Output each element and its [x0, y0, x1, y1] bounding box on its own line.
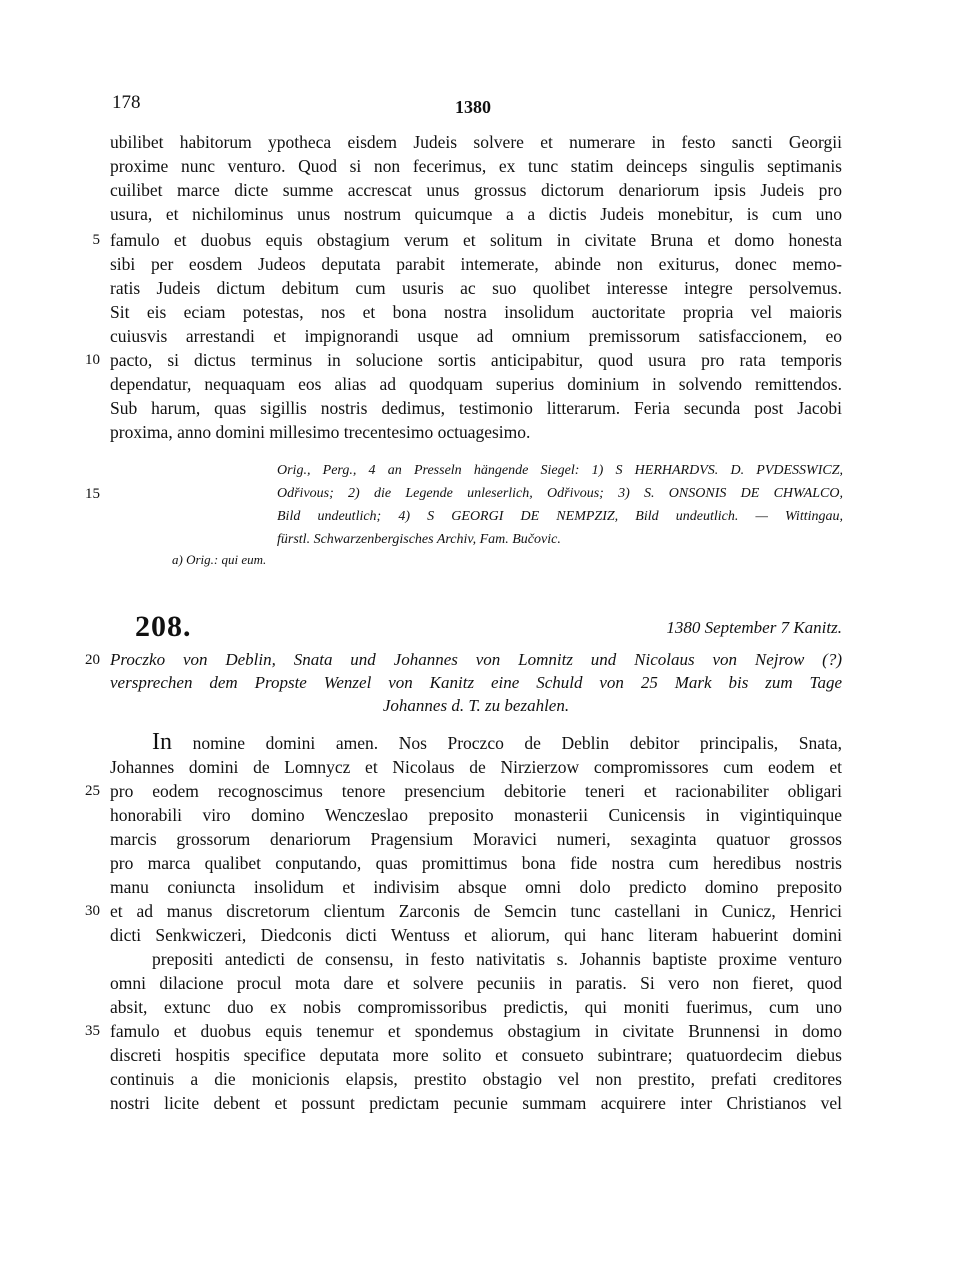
- text-line: sibi per eosdem Judeos deputata parabit intemerate, abinde non exiturus, donec memo-: [110, 254, 842, 274]
- text-line: et ad manus discretorum clientum Zarconis de Semcin tunc castellani in Cunicz, Henrici: [110, 901, 842, 921]
- text-line: Johannes domini de Lomnycz et Nicolaus de Nirzierzow compromissores cum eodem et: [110, 757, 842, 777]
- text-line-first: [152, 730, 842, 755]
- text-line: discreti hospitis specifice deputata more solito et consueto subintrare; quatuordecim diebus: [110, 1045, 842, 1065]
- line-number: 35: [85, 1023, 100, 1039]
- source-note-line: Odřivous; 2) die Legende unleserlich, Odřivous; 3) S. ONSONIS DE CHWALCO,: [277, 486, 843, 501]
- document-number: 208.: [135, 610, 192, 643]
- running-head-year: 1380: [455, 97, 491, 117]
- initial-letter: In: [152, 730, 172, 755]
- line-number: 25: [85, 783, 100, 799]
- text-line: usura, et nichilominus unus nostrum quicumque a a dictis Judeis monebitur, is cum uno: [110, 204, 842, 224]
- line-number: 10: [85, 352, 100, 368]
- text-line: pro eodem recognoscimus tenore presencium debitorie teneri et racionabiliter obligari: [110, 781, 842, 801]
- text-line: Sit eis eciam potestas, nos et bona nostra insolidum auctoritate propria vel maioris: [110, 302, 842, 322]
- text-line: ubilibet habitorum ypotheca eisdem Judeis solvere et numerare in festo sancti Georgii: [110, 132, 842, 152]
- text-line: cuilibet marce dicte summe accrescat unus grossus dictorum denariorum ipsis Judeis pro: [110, 180, 842, 200]
- regest-line: Proczko von Deblin, Snata und Johannes von Lomnitz und Nicolaus von Nejrow (?): [110, 650, 842, 669]
- line-number: 20: [85, 652, 100, 668]
- text-line: marcis grossorum denariorum Pragensium Moravici numeri, sexaginta quatuor grossos: [110, 829, 842, 849]
- text-line: Sub harum, quas sigillis nostris dedimus, testimonio litterarum. Feria secunda post Jacobi: [110, 398, 842, 418]
- text-line: proxima, anno domini millesimo trecentesimo octuagesimo.: [110, 422, 531, 442]
- text-line: honorabili viro domino Wenczeslao preposito monasterii Cunicensis in vigintiquinque: [110, 805, 842, 825]
- text-line: proxime nunc venturo. Quod si non fecerimus, ex tunc statim deinceps singulis septimanis: [110, 156, 842, 176]
- text-line: pro marca qualibet conputando, quas promittimus bona fide nostra cum heredibus nostris: [110, 853, 842, 873]
- line-number: 15: [85, 486, 100, 502]
- regest-line: versprechen dem Propste Wenzel von Kanitz eine Schuld von 25 Mark bis zum Tage: [110, 673, 842, 692]
- footnote: a) Orig.: qui eum.: [172, 552, 267, 567]
- text-line: cuiusvis arrestandi et impignorandi usque ad omnium premissorum satisfaccionem, eo: [110, 326, 842, 346]
- text-line: absit, extunc duo ex nobis compromissoribus predictis, qui moniti fuerimus, cum uno: [110, 997, 842, 1017]
- source-note-line: Orig., Perg., 4 an Presseln hängende Siegel: 1) S HERHARDVS. D. PVDESSWICZ,: [277, 463, 843, 478]
- text-line: dicti Senkwiczeri, Diedconis dicti Wentuss et aliorum, qui hanc literam habuerint domini: [110, 925, 842, 945]
- text-line: continuis a die monicionis elapsis, prestito obstagio vel non prestito, prefati creditores: [110, 1069, 842, 1089]
- text-line: pacto, si dictus terminus in solucione sortis anticipabitur, quod usura pro rata temporis: [110, 350, 842, 370]
- text-line: omni dilacione procul mota dare et solvere pecuniis in paratis. Si vero non fieret, quod: [110, 973, 842, 993]
- text-line: famulo et duobus equis tenemur et spondemus obstagium in civitate Brunnensi in domo: [110, 1021, 842, 1041]
- source-note-line: fürstl. Schwarzenbergisches Archiv, Fam. Bučovic.: [277, 532, 561, 547]
- text-line: ratis Judeis dictum debitum cum usuris ac suo quolibet interesse integre persolvemus.: [110, 278, 842, 298]
- regest-line: Johannes d. T. zu bezahlen.: [382, 696, 570, 715]
- source-note-line: Bild undeutlich; 4) S GEORGI DE NEMPZIZ, Bild undeutlich. — Wittingau,: [277, 509, 843, 524]
- page-number: 178: [112, 92, 141, 113]
- text-line: prepositi antedicti de consensu, in festo nativitatis s. Johannis baptiste proxime venturo: [152, 949, 842, 969]
- first-line-text: nomine domini amen. Nos Proczco de Deblin debitor principalis, Snata,: [172, 733, 842, 753]
- line-number: 30: [85, 903, 100, 919]
- document-date: 1380 September 7 Kanitz.: [666, 618, 842, 637]
- line-number: 5: [92, 232, 100, 248]
- text-line: manu coniuncta insolidum et indivisim absque omni dolo predicto domino preposito: [110, 877, 842, 897]
- text-line: famulo et duobus equis obstagium verum et solitum in civitate Bruna et domo honesta: [110, 230, 842, 250]
- text-line: nostri licite debent et possunt predictam pecunie summam acquirere inter Christianos vel: [110, 1093, 842, 1113]
- text-line: dependatur, nequaquam eos alias ad quodquam superius dominium in solvendo remittendos.: [110, 374, 842, 394]
